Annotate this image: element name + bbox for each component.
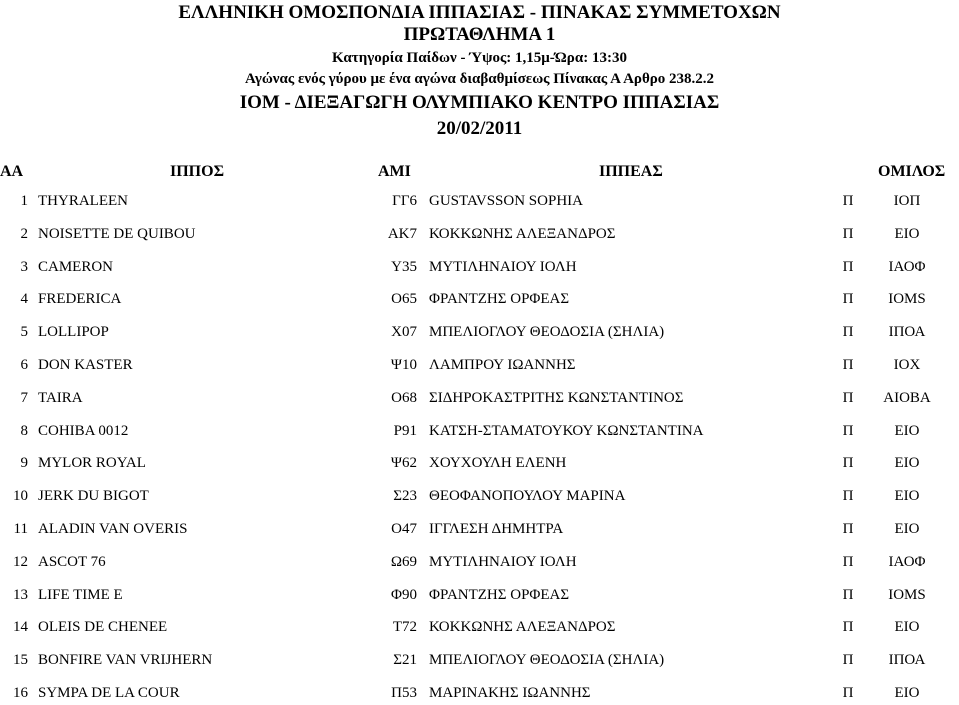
- rider-name: ΜΥΤΙΛΗΝΑΙΟΥ ΙΟΛΗ: [429, 258, 577, 275]
- horse-name: THYRALEEN: [38, 193, 128, 209]
- club-code: ΙΟΧ: [893, 357, 921, 373]
- club-code: ΙΟΜS: [888, 291, 926, 308]
- column-header-aa: ΑΑ: [0, 163, 24, 180]
- club-code: ΙΑΟΦ: [888, 258, 926, 275]
- table-row: [0, 223, 959, 245]
- ami-code: Σ21: [393, 652, 417, 669]
- rider-category: Π: [842, 291, 854, 308]
- ami-code: ΑΚ7: [387, 225, 417, 242]
- horse-name: NOISETTE DE QUIBOU: [38, 225, 196, 242]
- ami-code: Ο68: [391, 389, 417, 406]
- table-row: [0, 256, 959, 278]
- ami-code: Ρ91: [393, 422, 417, 439]
- rider-category: Π: [842, 652, 854, 669]
- rider-category: Π: [842, 357, 854, 373]
- horse-name: JERK DU BIGOT: [38, 488, 149, 505]
- entry-number: 8: [20, 422, 28, 439]
- horse-name: DON KASTER: [38, 357, 133, 373]
- rider-name: ΚΑΤΣΗ-ΣΤΑΜΑΤΟΥΚΟΥ ΚΩΝΣΤΑΝΤΙΝΑ: [429, 422, 704, 439]
- table-row: [0, 420, 959, 442]
- club-code: ΕΙΟ: [894, 619, 920, 636]
- rider-category: Π: [842, 521, 854, 537]
- club-code: ΕΙΟ: [894, 455, 920, 472]
- rider-category: Π: [842, 586, 854, 603]
- table-row: [0, 354, 959, 376]
- ami-code: Φ90: [391, 586, 417, 603]
- competition-rules-line: Αγώνας ενός γύρου με ένα αγώνα διαβαθμίσεως Πίνακας Α Αρθρο 238.2.2: [244, 71, 715, 87]
- rider-category: Π: [842, 422, 854, 439]
- entry-number: 10: [13, 488, 28, 505]
- rider-name: ΜΠΕΛΙΟΓΛΟΥ ΘΕΟΔΟΣΙΑ (ΣΗΛΙΑ): [429, 652, 665, 669]
- ami-code: Ψ10: [390, 357, 417, 373]
- ami-code: Σ23: [393, 488, 417, 505]
- table-row: [0, 682, 959, 704]
- entry-number: 13: [13, 586, 28, 603]
- club-code: ΕΙΟ: [894, 685, 920, 701]
- club-code: ΕΙΟ: [894, 488, 920, 505]
- ami-code: ΓΓ6: [392, 193, 417, 209]
- table-row: [0, 452, 959, 474]
- rider-name: ΘΕΟΦΑΝΟΠΟΥΛΟΥ ΜΑΡΙΝΑ: [429, 488, 626, 505]
- rider-name: ΚΟΚΚΩΝΗΣ ΑΛΕΞΑΝΔΡΟΣ: [429, 225, 616, 242]
- table-row: [0, 649, 959, 671]
- club-code: ΙΑΟΦ: [888, 553, 926, 570]
- table-row: [0, 518, 959, 540]
- column-header-rider: ΙΠΠΕΑΣ: [599, 163, 663, 180]
- rider-name: ΧΟΥΧΟΥΛΗ ΕΛΕΝΗ: [429, 455, 567, 472]
- horse-name: SYMPA DE LA COUR: [38, 685, 180, 701]
- club-code: ΙΠΟΑ: [888, 652, 926, 669]
- entry-number: 5: [20, 324, 28, 341]
- column-header-horse: ΙΠΠΟΣ: [170, 163, 225, 180]
- club-code: ΙΠΟΑ: [888, 324, 926, 341]
- entry-number: 14: [13, 619, 28, 636]
- table-row: [0, 551, 959, 573]
- rider-name: ΣΙΔΗΡΟΚΑΣΤΡΙΤΗΣ ΚΩΝΣΤΑΝΤΙΝΟΣ: [429, 389, 684, 406]
- entry-number: 3: [20, 258, 28, 275]
- rider-name: ΜΠΕΛΙΟΓΛΟΥ ΘΕΟΔΟΣΙΑ (ΣΗΛΙΑ): [429, 324, 665, 341]
- horse-name: FREDERICA: [38, 291, 122, 308]
- rider-category: Π: [842, 553, 854, 570]
- horse-name: MYLOR ROYAL: [38, 455, 146, 472]
- entry-number: 15: [13, 652, 28, 669]
- table-row: [0, 321, 959, 343]
- rider-name: ΜΥΤΙΛΗΝΑΙΟΥ ΙΟΛΗ: [429, 553, 577, 570]
- ami-code: Χ07: [391, 324, 417, 341]
- rider-category: Π: [842, 324, 854, 341]
- table-row: [0, 485, 959, 507]
- rider-category: Π: [842, 225, 854, 242]
- club-code: ΙΟΜS: [888, 586, 926, 603]
- rider-name: ΜΑΡΙΝΑΚΗΣ ΙΩΑΝΝΗΣ: [429, 685, 591, 701]
- horse-name: LIFE TIME E: [38, 586, 123, 603]
- rider-name: ΛΑΜΠΡΟΥ ΙΩΑΝΝΗΣ: [429, 357, 576, 373]
- ami-code: Π53: [391, 685, 417, 701]
- rider-name: ΦΡΑΝΤΖΗΣ ΟΡΦΕΑΣ: [429, 586, 570, 603]
- ami-code: Ο47: [391, 521, 417, 537]
- category-line: Κατηγορία Παίδων - Ύψος: 1,15μ-Ώρα: 13:30: [332, 50, 627, 66]
- column-header-ami: ΑΜΙ: [378, 163, 411, 180]
- rider-category: Π: [842, 258, 854, 275]
- championship-title: ΠΡΩΤΑΘΛΗΜΑ 1: [403, 24, 556, 45]
- rider-name: GUSTAVSSON SOPHIA: [429, 193, 583, 209]
- entry-number: 11: [13, 521, 28, 537]
- horse-name: LOLLIPOP: [38, 324, 109, 341]
- club-code: ΙΟΠ: [893, 193, 921, 209]
- entry-number: 1: [20, 193, 28, 209]
- venue-line: ΙΟΜ - ΔΙΕΞΑΓΩΓΗ ΟΛΥΜΠΙΑΚΟ ΚΕΝΤΡΟ ΙΠΠΑΣΙΑΣ: [239, 92, 720, 113]
- club-code: ΕΙΟ: [894, 521, 920, 537]
- rider-category: Π: [842, 193, 854, 209]
- column-header-club: ΟΜΙΛΟΣ: [878, 163, 946, 180]
- ami-code: Ω69: [390, 553, 417, 570]
- entry-number: 4: [20, 291, 28, 308]
- entry-number: 9: [20, 455, 28, 472]
- club-code: ΕΙΟ: [894, 422, 920, 439]
- entry-number: 6: [20, 357, 28, 373]
- horse-name: CAMERON: [38, 258, 114, 275]
- entry-number: 16: [13, 685, 28, 701]
- rider-category: Π: [842, 455, 854, 472]
- entry-number: 7: [20, 389, 28, 406]
- table-row: [0, 387, 959, 409]
- entry-number: 12: [13, 553, 28, 570]
- rider-name: ΦΡΑΝΤΖΗΣ ΟΡΦΕΑΣ: [429, 291, 570, 308]
- rider-category: Π: [842, 389, 854, 406]
- federation-title: ΕΛΛΗΝΙΚΗ ΟΜΟΣΠΟΝΔΙΑ ΙΠΠΑΣΙΑΣ - ΠΙΝΑΚΑΣ ΣΥΜΜΕΤΟΧΩΝ: [178, 2, 781, 23]
- horse-name: COHIBA 0012: [38, 422, 129, 439]
- ami-code: Τ72: [392, 619, 417, 636]
- horse-name: ALADIN VAN OVERIS: [38, 521, 188, 537]
- table-row: [0, 288, 959, 310]
- club-code: ΕΙΟ: [894, 225, 920, 242]
- event-date: 20/02/2011: [436, 118, 523, 139]
- horse-name: ASCOT 76: [38, 553, 106, 570]
- table-row: [0, 616, 959, 638]
- entry-number: 2: [20, 225, 28, 242]
- ami-code: Ο65: [391, 291, 417, 308]
- ami-code: Υ35: [391, 258, 417, 275]
- rider-category: Π: [842, 488, 854, 505]
- rider-name: ΚΟΚΚΩΝΗΣ ΑΛΕΞΑΝΔΡΟΣ: [429, 619, 616, 636]
- horse-name: TAIRA: [38, 389, 83, 406]
- horse-name: BONFIRE VAN VRIJHERN: [38, 652, 213, 669]
- club-code: ΑΙΟΒΑ: [883, 389, 931, 406]
- table-row: [0, 584, 959, 606]
- ami-code: Ψ62: [390, 455, 417, 472]
- table-row: [0, 190, 959, 212]
- rider-name: ΙΓΓΛΕΣΗ ΔΗΜΗΤΡΑ: [429, 521, 564, 537]
- horse-name: OLEIS DE CHENEE: [38, 619, 168, 636]
- rider-category: Π: [842, 619, 854, 636]
- rider-category: Π: [842, 685, 854, 701]
